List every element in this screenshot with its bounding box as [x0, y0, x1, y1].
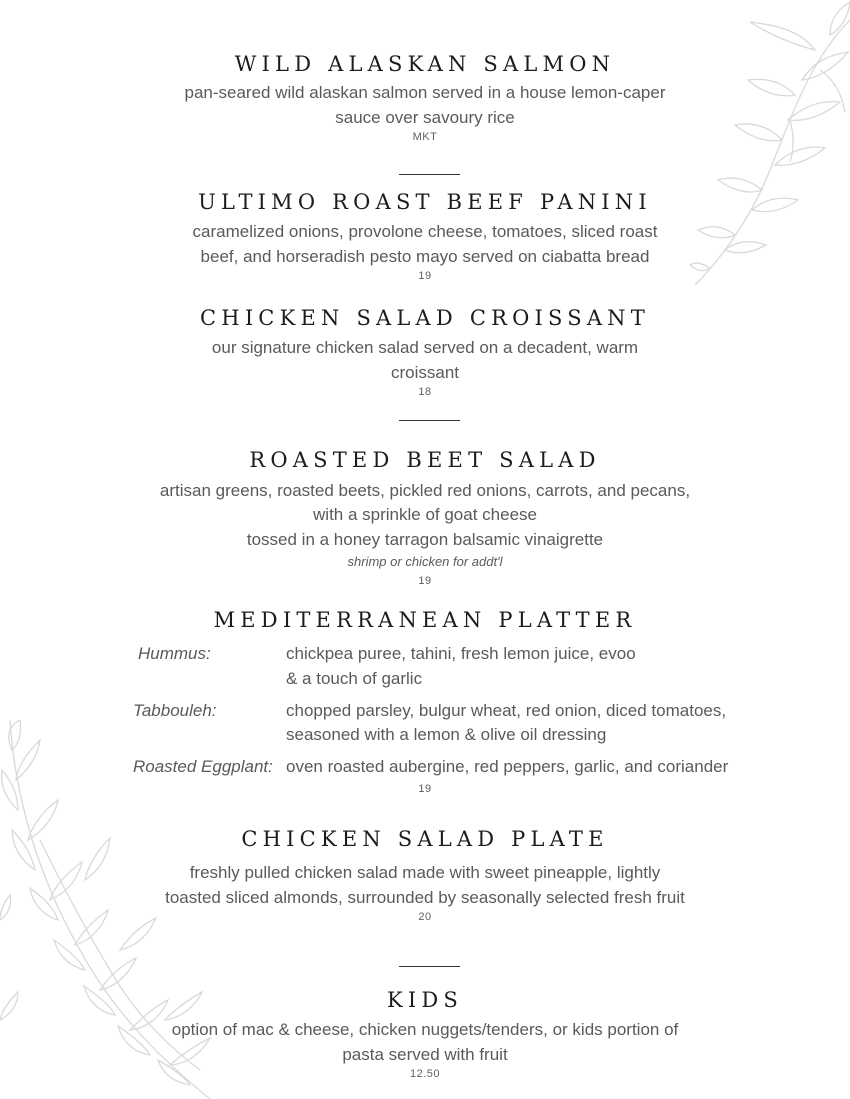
dish-price: 19: [418, 575, 432, 587]
dish-title-wild-alaskan-salmon: WILD ALASKAN SALMON: [234, 52, 616, 76]
dish-price: 12.50: [409, 1068, 441, 1080]
dish-price: 20: [418, 911, 432, 923]
dish-price: 19: [418, 783, 432, 795]
section-divider: [399, 420, 460, 421]
dish-title-chicken-salad-plate: CHICKEN SALAD PLATE: [241, 827, 609, 851]
dish-description: freshly pulled chicken salad made with sweet pineapple, lightly: [189, 863, 661, 882]
section-divider: [399, 966, 460, 967]
platter-label-tabbouleh: Tabbouleh:: [133, 701, 217, 720]
dish-description: croissant: [390, 363, 460, 382]
platter-description: seasoned with a lemon & olive oil dressing: [286, 725, 607, 744]
dish-description: option of mac & cheese, chicken nuggets/tenders, or kids portion of: [171, 1020, 679, 1039]
dish-title-roasted-beet-salad: ROASTED BEET SALAD: [249, 448, 601, 472]
dish-description: with a sprinkle of goat cheese: [313, 505, 537, 524]
dish-title-kids: KIDS: [386, 988, 463, 1012]
dish-price: MKT: [412, 131, 438, 143]
dish-description: pan-seared wild alaskan salmon served in a house lemon-caper: [184, 83, 666, 102]
platter-label-hummus: Hummus:: [138, 644, 211, 663]
dish-description: beef, and horseradish pesto mayo served on ciabatta bread: [200, 247, 650, 266]
platter-description: & a touch of garlic: [286, 669, 423, 688]
dish-description: caramelized onions, provolone cheese, tomatoes, sliced roast: [192, 222, 658, 241]
dish-note: shrimp or chicken for addt'l: [347, 554, 503, 569]
platter-label-roasted-eggplant: Roasted Eggplant:: [133, 757, 273, 776]
dish-description: tossed in a honey tarragon balsamic vinaigrette: [246, 530, 604, 549]
dish-description: sauce over savoury rice: [335, 108, 515, 127]
platter-description: oven roasted aubergine, red peppers, garlic, and coriander: [286, 757, 729, 776]
dish-price: 19: [418, 270, 432, 282]
dish-description: our signature chicken salad served on a decadent, warm: [211, 338, 639, 357]
dish-title-chicken-salad-croissant: CHICKEN SALAD CROISSANT: [200, 306, 650, 330]
dish-description: pasta served with fruit: [342, 1045, 508, 1064]
section-divider: [399, 174, 460, 175]
platter-description: chopped parsley, bulgur wheat, red onion, diced tomatoes,: [286, 701, 727, 720]
dish-description: toasted sliced almonds, surrounded by seasonally selected fresh fruit: [165, 888, 685, 907]
platter-description: chickpea puree, tahini, fresh lemon juice, evoo: [286, 644, 636, 663]
dish-description: artisan greens, roasted beets, pickled red onions, carrots, and pecans,: [159, 481, 691, 500]
dish-title-mediterranean-platter: MEDITERRANEAN PLATTER: [213, 608, 637, 632]
dish-title-ultimo-roast-beef-panini: ULTIMO ROAST BEEF PANINI: [198, 190, 652, 214]
dish-price: 18: [418, 386, 432, 398]
